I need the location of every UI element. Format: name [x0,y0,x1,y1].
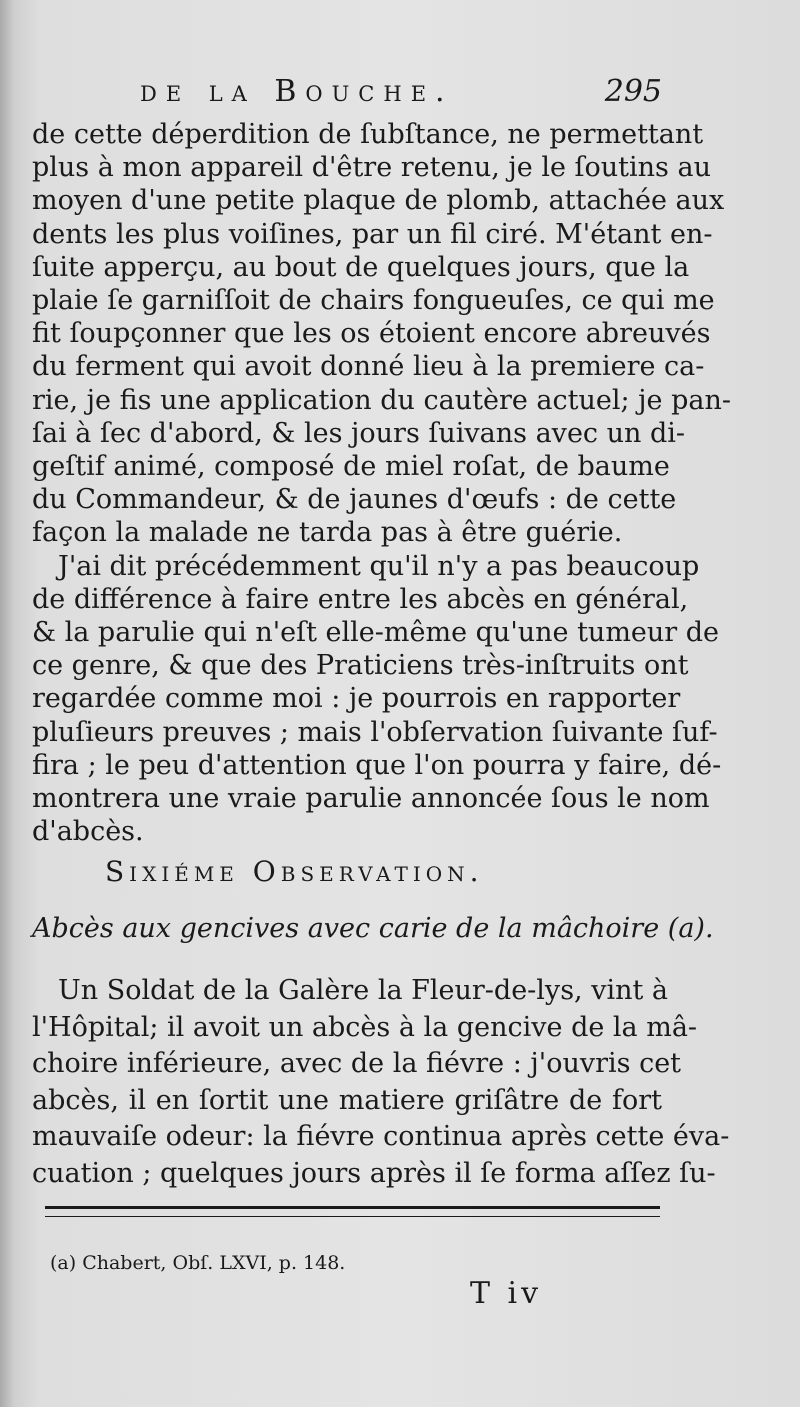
section-title: Sixiéme Observation. [105,855,484,888]
text-line: pluſieurs preuves ; mais l'obſervation ſuivante ſuf- [32,716,718,748]
text-line: plus à mon appareil d'être retenu, je le ſoutins au [32,152,711,184]
text-line: abcès, il en ſortit une matiere griſâtre de fort [32,1084,662,1116]
footnote-rule [45,1206,660,1217]
body-text-top [32,118,732,848]
text-line: Un Soldat de la Galère la Fleur-de-lys, vint à [58,975,669,1006]
text-line: moyen d'une petite plaque de plomb, attachée aux [32,185,725,217]
text-line: d'abcès. [32,816,144,848]
body-text-bottom [32,973,730,1192]
text-line: du ferment qui avoit donné lieu à la premiere ca- [32,351,705,383]
text-line: de cette déperdition de ſubſtance, ne permettant [32,119,704,150]
page-header [110,70,700,120]
text-line: mauvaiſe odeur: la fiévre continua après cette éva- [32,1121,730,1152]
text-line: & la parulie qui n'eſt elle-même qu'une tumeur de [32,617,720,649]
text-line: geſtif animé, composé de miel roſat, de baume [32,451,670,483]
text-line: montrera une vraie parulie annoncée ſous le nom [32,783,710,815]
text-line: choire inférieure, avec de la fiévre : j'ouvris cet [32,1048,682,1079]
text-line: dents les plus voiſines, par un fil ciré. M'étant en- [32,218,713,250]
text-line: ce genre, & que des Praticiens très-inſtruits ont [32,650,689,682]
text-line: ſai à ſec d'abord, & les jours ſuivans avec un di- [32,417,686,449]
text-line: fira ; le peu d'attention que l'on pourra y faire, dé- [32,749,722,781]
signature-mark: T iv [470,1276,543,1311]
text-line: fit ſoupçonner que les os étoient encore abreuvés [32,318,711,350]
running-head: de la Bouche. [140,74,454,109]
text-line: cuation ; quelques jours après il ſe forma aſſez ſu- [32,1157,716,1189]
text-line: du Commandeur, & de jaunes d'œufs : de cette [32,484,677,516]
text-line: façon la malade ne tarda pas à être guérie. [32,517,623,549]
text-line: rie, je fis une application du cautère actuel; je pan- [32,384,732,416]
text-line: de différence à faire entre les abcès en général, [32,583,689,615]
text-line: J'ai dit précédemment qu'il n'y a pas beaucoup [58,550,700,582]
section-subtitle: Abcès aux gencives avec carie de la mâchoire (a). [32,913,714,944]
text-line: plaie ſe garniſſoit de chairs fongueuſes, ce qui me [32,285,715,317]
page-number: 295 [604,74,662,109]
text-line: l'Hôpital; il avoit un abcès à la gencive de la mâ- [32,1011,698,1043]
text-line: ſuite apperçu, au bout de quelques jours, que la [32,251,690,283]
text-line: regardée comme moi : je pourrois en rapporter [32,683,681,715]
footnote: (a) Chabert, Obſ. LXVI, p. 148. [50,1252,346,1274]
